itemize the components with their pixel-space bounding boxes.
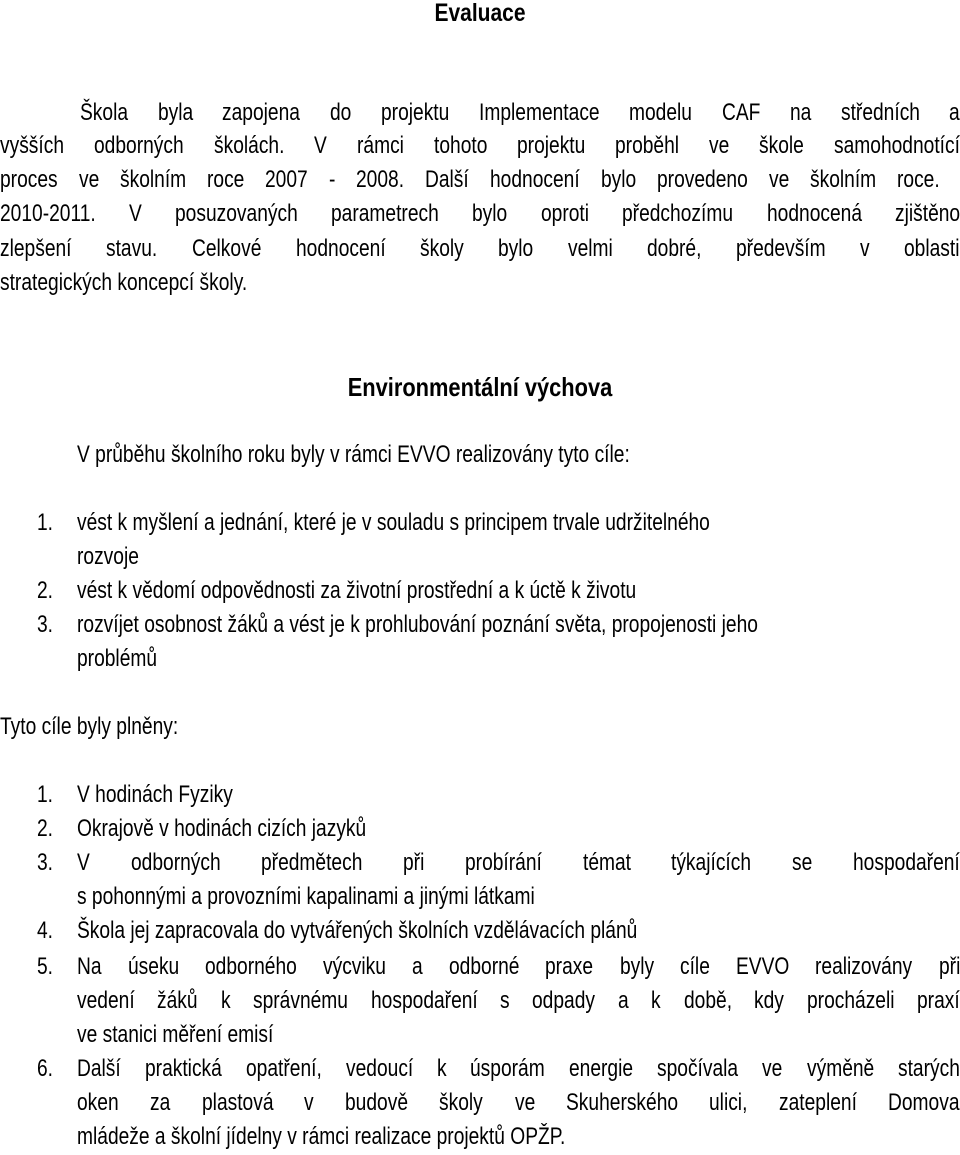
word: a	[618, 987, 629, 1014]
goal-text: rozvíjet osobnost žáků a vést je k prohlubování poznání světa, propojenosti jeho	[77, 611, 758, 638]
section-lead: V průběhu školního roku byly v rámci EVVO realizovány tyto cíle:	[77, 441, 630, 468]
word: hospodaření	[853, 849, 960, 876]
section-heading: Environmentální výchova	[347, 372, 613, 402]
intro-line	[0, 164, 940, 196]
goal-text: rozvoje	[77, 543, 139, 570]
word: týkajících	[671, 849, 752, 876]
fulfilled-number: 2.	[37, 815, 54, 842]
word: v	[304, 1089, 314, 1116]
word: se	[792, 849, 813, 876]
word: vedoucí	[345, 1055, 413, 1082]
word: školách.	[213, 132, 284, 159]
word: školním	[810, 166, 877, 193]
word: škole	[759, 132, 805, 159]
word: roce	[207, 166, 245, 193]
fulfilled-text	[77, 985, 960, 1017]
fulfilled-number: 4.	[37, 917, 54, 944]
word: k	[651, 987, 662, 1014]
word: zlepšení	[0, 235, 72, 262]
word: plastová	[201, 1089, 274, 1116]
fulfilled-text	[77, 847, 960, 879]
intro-line	[0, 130, 960, 162]
word: úsporám	[470, 1055, 546, 1082]
word: oken	[77, 1089, 119, 1116]
goal-text: vést k vědomí odpovědnosti za životní prostřední a k úctě k životu	[77, 577, 637, 604]
word: EVVO	[735, 953, 790, 980]
word: a	[949, 99, 960, 126]
word: ve	[768, 166, 790, 193]
word: odborného	[205, 953, 297, 980]
word: k	[220, 987, 231, 1014]
fulfilled-text	[77, 951, 960, 983]
word: parametrech	[331, 200, 440, 227]
intro-line	[0, 198, 960, 230]
word: proběhl	[615, 132, 680, 159]
word: odborných	[130, 849, 221, 876]
intro-line	[80, 97, 960, 129]
word: době,	[683, 987, 732, 1014]
word: za	[149, 1089, 171, 1116]
fulfilled-text: Okrajově v hodinách cizích jazyků	[77, 815, 367, 842]
word: hodnocení	[295, 235, 386, 262]
word: oproti	[540, 200, 589, 227]
word: Skuherského	[566, 1089, 679, 1116]
word: praxe	[545, 953, 594, 980]
word: ve	[709, 132, 730, 159]
word: praxí	[917, 987, 960, 1014]
fulfilled-number: 5.	[37, 953, 54, 980]
word: realizovány	[815, 953, 913, 980]
word: Další	[77, 1055, 121, 1082]
word: samohodnotící	[834, 132, 960, 159]
word: středních	[840, 99, 920, 126]
word: při	[403, 849, 425, 876]
word: bylo	[498, 235, 534, 262]
fulfilled-text: V hodinách Fyziky	[77, 781, 233, 808]
word: byla	[157, 99, 193, 126]
word: provedeno	[657, 166, 748, 193]
word: do	[330, 99, 352, 126]
word: předchozímu	[622, 200, 734, 227]
word: 2010-2011.	[0, 200, 96, 227]
goal-number: 1.	[37, 509, 54, 536]
word: energie	[569, 1055, 634, 1082]
word: dobré,	[647, 235, 702, 262]
word: velmi	[567, 235, 613, 262]
word: bylo	[472, 200, 508, 227]
word: především	[736, 235, 826, 262]
word: procházeli	[807, 987, 895, 1014]
page-title: Evaluace	[434, 0, 526, 27]
word: ve	[514, 1089, 535, 1116]
fulfilled-number: 6.	[37, 1055, 54, 1082]
word: 2008.	[356, 166, 405, 193]
fulfilled-text: ve stanici měření emisí	[77, 1021, 274, 1048]
word: byly	[619, 953, 654, 980]
goal-number: 2.	[37, 577, 54, 604]
goal-text: problémů	[77, 645, 158, 672]
word: V	[77, 849, 90, 876]
word: na	[789, 99, 812, 126]
word: -	[329, 166, 336, 193]
word: výcviku	[322, 953, 386, 980]
goal-text: vést k myšlení a jednání, které je v souladu s principem trvale udržitelného	[77, 509, 710, 536]
word: hospodaření	[370, 987, 478, 1014]
word: budově	[345, 1089, 409, 1116]
word: bylo	[600, 166, 637, 193]
word: Celkové	[191, 235, 262, 262]
intro-line	[0, 233, 960, 265]
word: školním	[119, 166, 187, 193]
word: hodnocení	[490, 166, 580, 193]
word: ve	[762, 1055, 783, 1082]
word: vyšších	[0, 132, 65, 159]
fulfilled-text: mládeže a školní jídelny v rámci realizace projektů OPŽP.	[77, 1123, 566, 1150]
word: správnému	[252, 987, 348, 1014]
word: roce.	[897, 166, 940, 193]
fulfilled-text: s pohonnými a provozními kapalinami a jinými látkami	[77, 883, 535, 910]
word: modelu	[629, 99, 693, 126]
word: ulici,	[709, 1089, 748, 1116]
word: témat	[582, 849, 631, 876]
word: vedení	[77, 987, 135, 1014]
word: zateplení	[779, 1089, 858, 1116]
word: zapojena	[222, 99, 301, 126]
word: starých	[898, 1055, 960, 1082]
word: spočívala	[657, 1055, 739, 1082]
fulfilled-number: 1.	[37, 781, 54, 808]
fulfilled-number: 3.	[37, 849, 54, 876]
word: Další	[425, 166, 470, 193]
word: Implementace	[478, 99, 600, 126]
word: probírání	[465, 849, 542, 876]
word: Na	[77, 953, 102, 980]
word: zjištěno	[894, 200, 960, 227]
word: odpady	[532, 987, 596, 1014]
word: v	[860, 235, 870, 262]
word: výměně	[806, 1055, 874, 1082]
word: školy	[439, 1089, 484, 1116]
word: odborné	[448, 953, 520, 980]
word: hodnocená	[766, 200, 862, 227]
word: stavu.	[106, 235, 158, 262]
word: žáků	[157, 987, 198, 1014]
word: V	[129, 200, 142, 227]
word: posuzovaných	[175, 200, 298, 227]
fulfilled-text	[77, 1053, 960, 1085]
word: praktická	[144, 1055, 222, 1082]
word: V	[313, 132, 327, 159]
goal-number: 3.	[37, 611, 54, 638]
word: tohoto	[433, 132, 487, 159]
word: úseku	[127, 953, 179, 980]
fulfilled-text: Škola jej zapracovala do vytvářených školních vzdělávacích plánů	[77, 917, 638, 944]
word: Domova	[888, 1089, 960, 1116]
word: s	[500, 987, 510, 1014]
word: při	[938, 953, 960, 980]
word: rámci	[356, 132, 404, 159]
word: kdy	[754, 987, 785, 1014]
word: a	[412, 953, 423, 980]
word: Škola	[80, 99, 129, 126]
word: oblasti	[904, 235, 960, 262]
word: ve	[78, 166, 99, 193]
word: 2007	[265, 166, 309, 193]
word: školy	[419, 235, 464, 262]
word: předmětech	[260, 849, 363, 876]
word: projektu	[380, 99, 450, 126]
fulfilled-label: Tyto cíle byly plněny:	[0, 713, 179, 740]
word: cíle	[679, 953, 710, 980]
word: odborných	[93, 132, 184, 159]
word: CAF	[721, 99, 761, 126]
intro-line: strategických koncepcí školy.	[0, 269, 248, 296]
word: k	[436, 1055, 447, 1082]
fulfilled-text	[77, 1087, 960, 1119]
word: proces	[0, 166, 58, 193]
word: opatření,	[245, 1055, 322, 1082]
word: projektu	[516, 132, 586, 159]
